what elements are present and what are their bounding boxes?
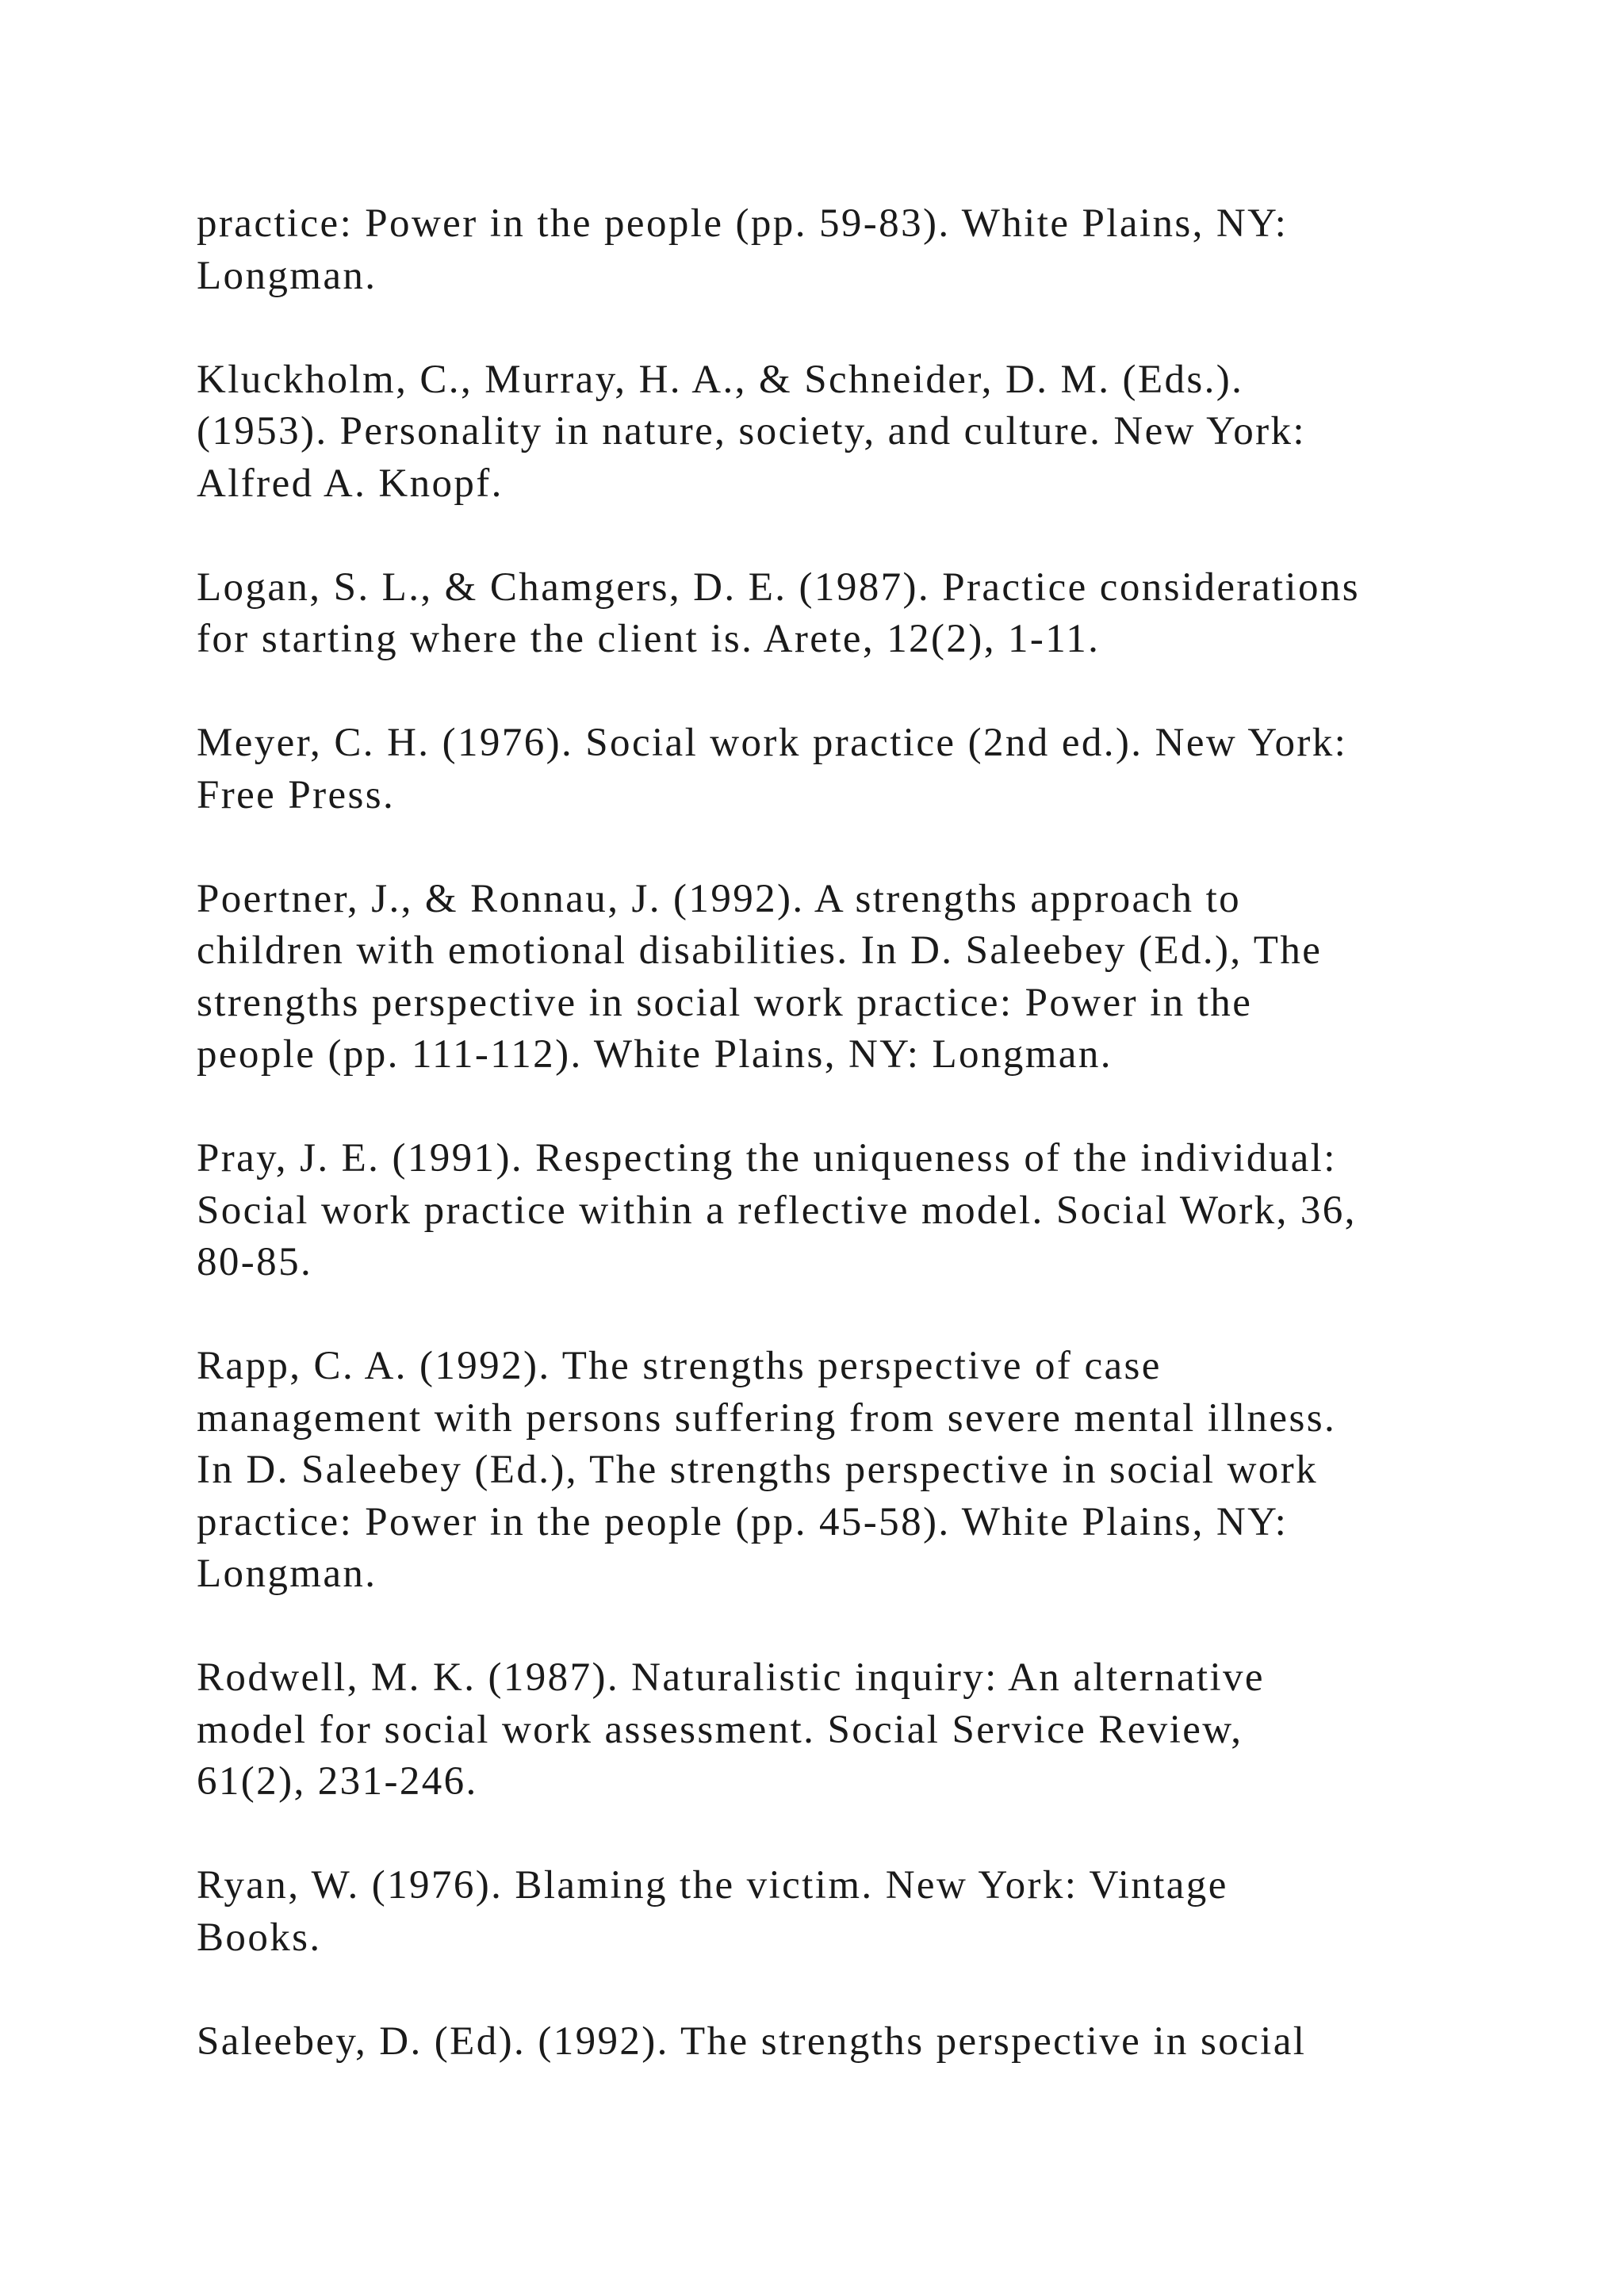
reference-line: practice: Power in the people (pp. 59-83). White Plains, NY: bbox=[197, 201, 1289, 246]
reference-line: Rodwell, M. K. (1987). Naturalistic inquiry: An alternative bbox=[197, 1655, 1265, 1700]
reference-line: strengths perspective in social work practice: Power in the bbox=[197, 980, 1253, 1025]
reference-line: Saleebey, D. (Ed). (1992). The strengths perspective in social bbox=[197, 2019, 1307, 2064]
reference-entry bbox=[197, 1860, 1529, 1964]
reference-entry bbox=[197, 718, 1529, 821]
reference-line: Alfred A. Knopf. bbox=[197, 461, 504, 506]
reference-line: In D. Saleebey (Ed.), The strengths perspective in social work bbox=[197, 1448, 1318, 1492]
reference-line: Longman. bbox=[197, 253, 377, 298]
reference-line: Rapp, C. A. (1992). The strengths perspective of case bbox=[197, 1344, 1162, 1388]
reference-entry bbox=[197, 1341, 1529, 1601]
reference-line: for starting where the client is. Arete, 12(2), 1-11. bbox=[197, 617, 1101, 661]
reference-entry bbox=[197, 1652, 1529, 1808]
reference-line: Social work practice within a reflective model. Social Work, 36, bbox=[197, 1188, 1357, 1233]
reference-entry bbox=[197, 562, 1529, 666]
reference-line: management with persons suffering from severe mental illness. bbox=[197, 1395, 1337, 1441]
reference-line: Free Press. bbox=[197, 772, 396, 817]
reference-line: Books. bbox=[197, 1915, 322, 1960]
reference-line: children with emotional disabilities. In D. Saleebey (Ed.), The bbox=[197, 928, 1323, 973]
reference-line: Logan, S. L., & Chamgers, D. E. (1987). Practice considerations bbox=[197, 564, 1360, 610]
reference-line: 61(2), 231-246. bbox=[197, 1759, 478, 1804]
reference-line: Poertner, J., & Ronnau, J. (1992). A strengths approach to bbox=[197, 876, 1242, 921]
reference-entry bbox=[197, 2016, 1529, 2068]
reference-entry bbox=[197, 1133, 1529, 1289]
reference-line: practice: Power in the people (pp. 45-58). White Plains, NY: bbox=[197, 1499, 1289, 1544]
reference-entry bbox=[197, 354, 1529, 511]
reference-line: Meyer, C. H. (1976). Social work practice (2nd ed.). New York: bbox=[197, 721, 1348, 765]
reference-line: people (pp. 111-112). White Plains, NY: Longman. bbox=[197, 1032, 1113, 1077]
reference-entry bbox=[197, 874, 1529, 1081]
reference-line: Longman. bbox=[197, 1552, 377, 1596]
reference-line: (1953). Personality in nature, society, and culture. New York: bbox=[197, 409, 1306, 453]
reference-line: model for social work assessment. Social Service Review, bbox=[197, 1707, 1243, 1752]
reference-list bbox=[197, 198, 1529, 2120]
reference-line: Pray, J. E. (1991). Respecting the uniqueness of the individual: bbox=[197, 1136, 1337, 1181]
reference-line: Ryan, W. (1976). Blaming the victim. New York: Vintage bbox=[197, 1863, 1228, 1908]
reference-line: 80-85. bbox=[197, 1240, 313, 1284]
reference-entry bbox=[197, 198, 1529, 302]
reference-line: Kluckholm, C., Murray, H. A., & Schneider, D. M. (Eds.). bbox=[197, 357, 1244, 402]
